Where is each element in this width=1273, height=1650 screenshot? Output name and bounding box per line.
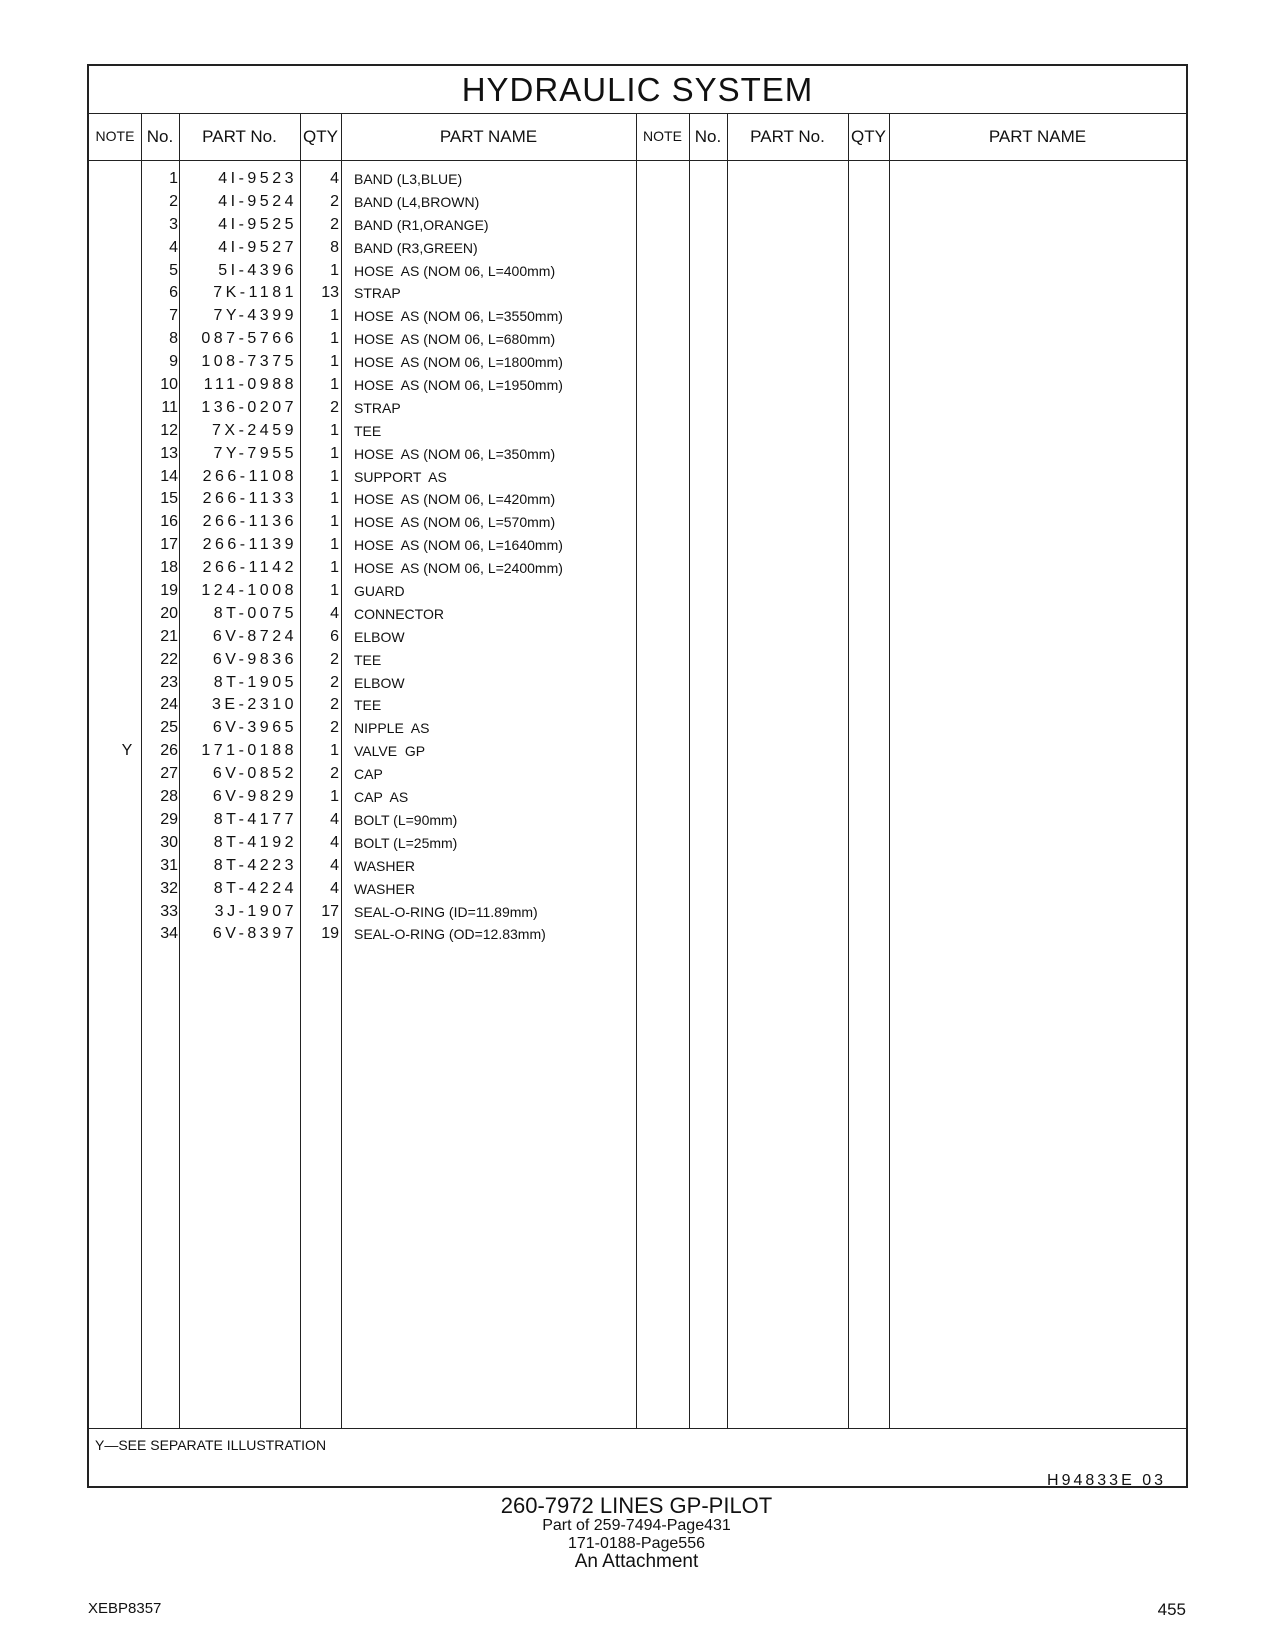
header-qty-2: QTY [851, 127, 886, 146]
table-row [89, 214, 729, 237]
header-part-name: PART NAME [439, 127, 538, 146]
row-qty: 1 [330, 559, 339, 577]
row-qty: 2 [330, 673, 339, 691]
parts-list [89, 168, 729, 946]
row-part-no: 8T-1905 [213, 673, 297, 691]
header-part-no-2: PART No. [750, 127, 825, 146]
header-note-2: NOTE [643, 128, 682, 144]
row-part-no: 3J-1907 [214, 902, 297, 920]
row-part-name: BAND (L3,BLUE) [354, 171, 463, 187]
row-qty: 4 [330, 833, 339, 851]
row-number: 1 [169, 170, 178, 187]
row-note: Y [121, 742, 133, 760]
row-qty: 4 [330, 604, 339, 622]
table-row [89, 672, 729, 695]
row-part-no: 266-1139 [202, 536, 297, 554]
row-part-no: 136-0207 [201, 398, 297, 416]
row-number: 22 [160, 650, 178, 668]
row-part-no: 124-1008 [201, 582, 297, 600]
row-part-name: BOLT (L=25mm) [354, 834, 458, 851]
table-row [89, 649, 729, 672]
row-part-name: HOSE AS (NOM 06, L=1950mm) [354, 377, 563, 394]
table-row [89, 191, 729, 214]
row-number: 19 [160, 582, 178, 600]
row-part-no: 6V-9829 [212, 788, 297, 806]
row-part-name: BOLT (L=90mm) [354, 811, 458, 828]
table-row [89, 305, 729, 328]
table-row [89, 260, 729, 283]
row-qty: 1 [330, 261, 339, 279]
row-qty: 4 [330, 879, 339, 897]
row-number: 13 [160, 444, 178, 462]
header-qty: QTY [303, 127, 338, 146]
parts-table-frame [87, 64, 1188, 1488]
table-row [89, 488, 729, 511]
document-id: XEBP8357 [88, 1600, 162, 1617]
row-number: 7 [169, 307, 178, 325]
row-part-name: HOSE AS (NOM 06, L=1640mm) [354, 537, 563, 554]
row-part-no: 266-1142 [202, 559, 297, 577]
row-qty: 19 [321, 925, 339, 943]
row-number: 3 [169, 215, 178, 233]
row-part-name: BAND (R1,ORANGE) [354, 216, 489, 233]
row-qty: 4 [330, 170, 339, 187]
row-part-name: HOSE AS (NOM 06, L=400mm) [354, 262, 556, 279]
section-title: HYDRAULIC SYSTEM [89, 66, 1186, 114]
row-part-no: 8T-4223 [213, 856, 297, 874]
row-qty: 1 [330, 788, 339, 806]
table-row [89, 763, 729, 786]
row-qty: 1 [330, 536, 339, 554]
table-row [89, 328, 729, 351]
row-number: 28 [160, 788, 178, 806]
row-number: 29 [160, 810, 178, 828]
row-part-no: 087-5766 [201, 330, 297, 348]
row-part-name: CAP AS [354, 789, 409, 806]
table-row [89, 694, 729, 717]
row-number: 4 [169, 238, 178, 256]
row-number: 10 [160, 376, 178, 394]
row-part-no: 6V-9836 [212, 650, 297, 668]
table-row [89, 420, 729, 443]
header-part-no: PART No. [202, 127, 277, 146]
row-number: 27 [160, 765, 178, 783]
row-qty: 1 [330, 330, 339, 348]
row-qty: 1 [330, 490, 339, 508]
row-part-no: 266-1133 [202, 490, 297, 508]
row-part-no: 266-1108 [202, 467, 297, 485]
table-row [89, 626, 729, 649]
table-row [89, 351, 729, 374]
table-row [89, 809, 729, 832]
row-number: 32 [160, 879, 178, 897]
row-number: 16 [160, 513, 178, 531]
row-qty: 1 [330, 467, 339, 485]
row-qty: 1 [330, 353, 339, 371]
header-no: No. [146, 127, 174, 146]
row-qty: 2 [330, 192, 339, 210]
row-part-name: HOSE AS (NOM 06, L=2400mm) [354, 560, 563, 577]
row-part-no: 4I-9525 [218, 215, 297, 233]
row-part-no: 3E-2310 [212, 696, 297, 714]
row-number: 9 [169, 353, 178, 371]
row-part-name: SEAL-O-RING (OD=12.83mm) [354, 926, 546, 943]
row-number: 31 [160, 856, 178, 874]
row-part-name: CAP [354, 766, 383, 783]
row-qty: 1 [330, 421, 339, 439]
row-part-no: 4I-9524 [218, 192, 297, 210]
row-number: 8 [169, 330, 178, 348]
row-number: 18 [160, 559, 178, 577]
row-qty: 2 [330, 696, 339, 714]
row-part-name: STRAP [354, 399, 401, 416]
row-qty: 2 [330, 398, 339, 416]
row-part-name: BAND (R3,GREEN) [354, 239, 478, 256]
row-qty: 1 [330, 376, 339, 394]
header-part-name-2: PART NAME [988, 127, 1087, 146]
row-part-no: 7Y-7955 [213, 444, 297, 462]
row-qty: 1 [330, 742, 339, 760]
row-part-name: HOSE AS (NOM 06, L=420mm) [354, 491, 556, 508]
table-row [89, 466, 729, 489]
row-qty: 2 [330, 650, 339, 668]
table-row [89, 901, 729, 924]
table-row [89, 855, 729, 878]
row-number: 33 [160, 902, 178, 920]
row-part-name: TEE [354, 422, 382, 439]
row-part-no: 6V-3965 [212, 719, 297, 737]
row-part-no: 7K-1181 [213, 284, 297, 302]
table-row [89, 580, 729, 603]
column-divider [848, 113, 849, 1428]
row-qty: 1 [330, 513, 339, 531]
row-part-name: HOSE AS (NOM 06, L=680mm) [354, 331, 556, 348]
row-part-name: NIPPLE AS [354, 720, 430, 737]
table-row [89, 168, 729, 191]
table-row [89, 443, 729, 466]
row-part-name: VALVE GP [354, 743, 426, 760]
table-row [89, 923, 729, 946]
row-number: 6 [169, 284, 178, 302]
row-part-name: TEE [354, 697, 382, 714]
table-row [89, 282, 729, 305]
caption-attachment: An Attachment [574, 1551, 699, 1572]
table-row [89, 878, 729, 901]
row-number: 11 [161, 398, 178, 416]
row-qty: 1 [330, 307, 339, 325]
row-number: 25 [160, 719, 178, 737]
row-part-no: 6V-0852 [212, 765, 297, 783]
row-part-no: 171-0188 [201, 742, 297, 760]
table-row [89, 717, 729, 740]
caption-part-of: Part of 259-7494-Page431 [542, 1517, 731, 1534]
row-qty: 2 [330, 719, 339, 737]
row-part-no: 4I-9523 [218, 170, 297, 187]
row-part-no: 8T-0075 [213, 604, 297, 622]
table-row [89, 374, 729, 397]
row-qty: 1 [330, 582, 339, 600]
table-row [89, 786, 729, 809]
row-qty: 13 [321, 284, 339, 302]
row-part-name: SUPPORT AS [354, 468, 447, 485]
header-note: NOTE [95, 128, 135, 144]
caption-reference: 171-0188-Page556 [567, 1535, 705, 1552]
row-part-name: WASHER [354, 880, 415, 897]
row-number: 15 [160, 490, 178, 508]
row-number: 2 [169, 192, 178, 210]
table-row [89, 557, 729, 580]
row-number: 12 [160, 421, 178, 439]
row-part-name: HOSE AS (NOM 06, L=3550mm) [354, 308, 563, 325]
row-qty: 4 [330, 856, 339, 874]
row-qty: 1 [330, 444, 339, 462]
row-part-no: 4I-9527 [218, 238, 297, 256]
table-row [89, 832, 729, 855]
row-part-name: CONNECTOR [354, 605, 444, 622]
row-number: 34 [160, 925, 178, 943]
row-qty: 17 [321, 902, 339, 920]
row-qty: 4 [330, 810, 339, 828]
table-row [89, 534, 729, 557]
table-row [89, 237, 729, 260]
footnote: Y—SEE SEPARATE ILLUSTRATION [95, 1437, 327, 1453]
row-part-no: 108-7375 [201, 353, 297, 371]
row-part-name: STRAP [354, 285, 401, 302]
row-number: 24 [160, 696, 178, 714]
row-part-no: 5I-4396 [218, 261, 297, 279]
row-part-name: HOSE AS (NOM 06, L=350mm) [354, 445, 556, 462]
row-number: 30 [160, 833, 178, 851]
column-divider [889, 113, 890, 1428]
row-number: 14 [160, 467, 178, 485]
row-number: 17 [160, 536, 178, 554]
header-no-2: No. [694, 127, 722, 146]
row-part-no: 7Y-4399 [213, 307, 297, 325]
row-qty: 6 [330, 627, 339, 645]
row-qty: 2 [330, 215, 339, 233]
row-part-name: ELBOW [354, 674, 405, 691]
row-number: 20 [160, 604, 178, 622]
row-qty: 8 [330, 238, 339, 256]
table-row [89, 603, 729, 626]
row-part-name: BAND (L4,BROWN) [354, 193, 480, 210]
row-part-name: WASHER [354, 857, 415, 874]
row-number: 23 [160, 673, 178, 691]
row-part-name: GUARD [354, 583, 405, 600]
table-row [89, 397, 729, 420]
row-part-no: 6V-8724 [212, 627, 297, 645]
row-part-no: 8T-4192 [213, 833, 297, 851]
row-number: 5 [169, 261, 178, 279]
row-part-no: 8T-4224 [213, 879, 297, 897]
row-part-name: TEE [354, 651, 382, 668]
row-number: 26 [160, 742, 178, 760]
page-number: 455 [1157, 1600, 1186, 1619]
row-part-name: SEAL-O-RING (ID=11.89mm) [354, 903, 538, 920]
row-qty: 2 [330, 765, 339, 783]
row-part-no: 6V-8397 [212, 925, 297, 943]
row-part-no: 8T-4177 [213, 810, 297, 828]
row-part-name: HOSE AS (NOM 06, L=1800mm) [354, 354, 563, 371]
table-row [89, 740, 729, 763]
caption-title: 260-7972 LINES GP-PILOT [500, 1493, 773, 1518]
drawing-code: H94833E 03 [1047, 1472, 1166, 1489]
row-part-name: ELBOW [354, 628, 405, 645]
row-part-no: 7X-2459 [212, 421, 297, 439]
row-part-no: 111-0988 [203, 376, 297, 394]
row-part-no: 266-1136 [202, 513, 297, 531]
row-number: 21 [160, 627, 178, 645]
row-part-name: HOSE AS (NOM 06, L=570mm) [354, 514, 556, 531]
table-row [89, 511, 729, 534]
